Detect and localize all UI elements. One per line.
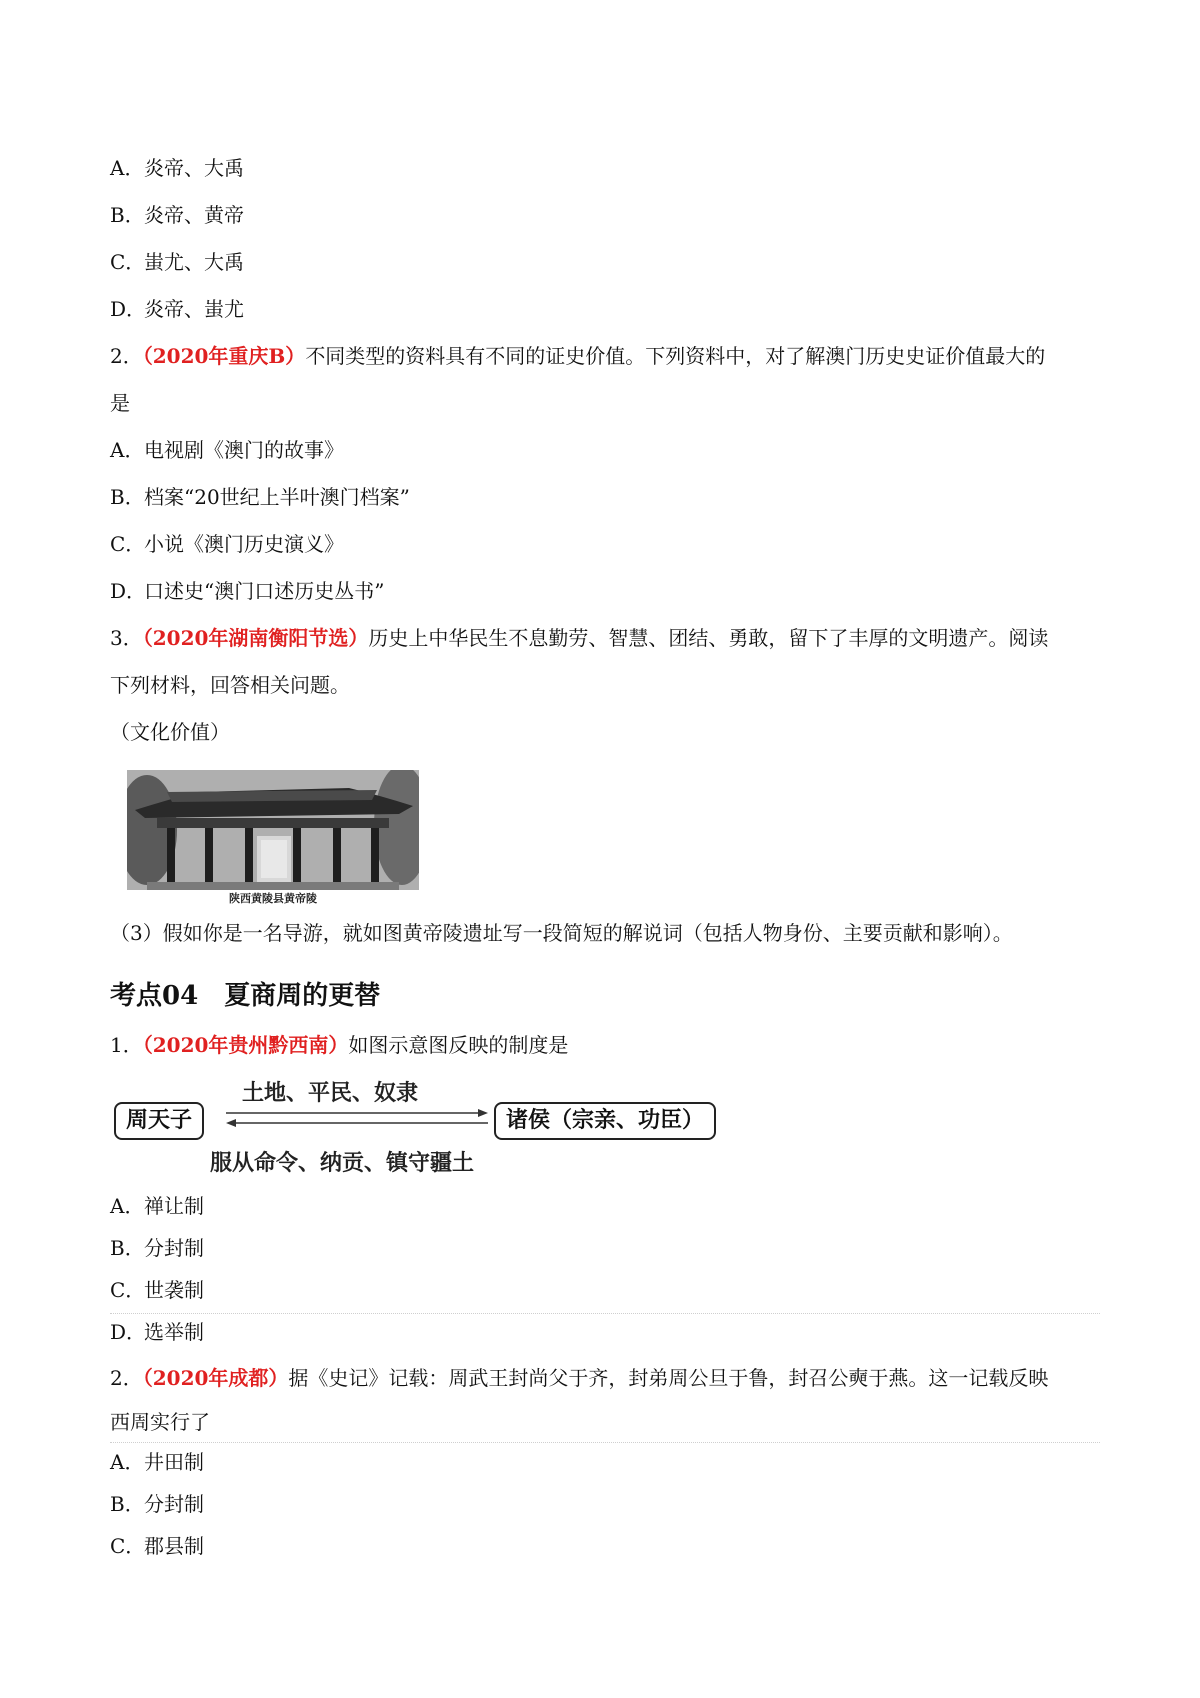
question-2-stem-cont: 是	[110, 391, 130, 415]
divider	[110, 1442, 1100, 1443]
question-3-stem: 3．（2020年湖南衡阳节选）历史上中华民生不息勤劳、智慧、团结、勇敢，留下了丰厚的文明遗产。阅读	[110, 626, 1049, 650]
question-3-stem-cont: 下列材料，回答相关问题。	[110, 673, 350, 697]
question-2-stem: 2．（2020年重庆B）不同类型的资料具有不同的证史价值。下列资料中，对了解澳门历史史证价值最大的	[110, 344, 1046, 368]
section-heading: 考点04 夏商周的更替	[110, 981, 381, 1011]
diagram-left-box: 周天子	[114, 1102, 204, 1140]
fief-system-diagram	[112, 1070, 712, 1180]
question-source: （2020年湖南衡阳节选）	[142, 626, 369, 650]
question-source: （2020年贵州黔西南）	[142, 1033, 349, 1057]
divider	[110, 1313, 1100, 1314]
option-c: C．世袭制	[110, 1278, 204, 1302]
option-a: A．禅让制	[110, 1194, 204, 1218]
photo-caption: 陕西黄陵县黄帝陵	[229, 892, 317, 905]
section-label: （文化价值）	[110, 720, 230, 744]
option-d: D．选举制	[110, 1320, 204, 1344]
question-1-stem: 1．（2020年贵州黔西南）如图示意图反映的制度是	[110, 1033, 569, 1057]
option-c: C．郡县制	[110, 1534, 204, 1558]
diagram-right-box: 诸侯（宗亲、功臣）	[494, 1102, 716, 1140]
option-c: C．蚩尤、大禹	[110, 250, 244, 274]
diagram-top-label: 土地、平民、奴隶	[242, 1081, 419, 1106]
pavilion-image	[127, 770, 419, 890]
option-b: B．分封制	[110, 1236, 204, 1260]
sub-question-3: （3）假如你是一名导游，就如图黄帝陵遗址写一段简短的解说词（包括人物身份、主要贡献和影响）。	[110, 921, 1013, 945]
option-b: B．档案“20世纪上半叶澳门档案”	[110, 485, 410, 509]
option-b: B．分封制	[110, 1492, 204, 1516]
question-source: （2020年重庆B）	[142, 344, 306, 368]
huangdi-mausoleum-photo	[127, 770, 419, 906]
diagram-bottom-label: 服从命令、纳贡、镇守疆土	[210, 1151, 475, 1176]
question-2-stem-cont: 西周实行了	[110, 1410, 210, 1434]
option-b: B．炎帝、黄帝	[110, 203, 244, 227]
question-2-stem: 2．（2020年成都）据《史记》记载：周武王封尚父于齐，封弟周公旦于鲁，封召公奭于燕。这一记载反映	[110, 1366, 1049, 1390]
question-source: （2020年成都）	[142, 1366, 289, 1390]
option-a: A．电视剧《澳门的故事》	[110, 438, 344, 462]
option-d: D．口述史“澳门口述历史丛书”	[110, 579, 385, 603]
option-a: A．炎帝、大禹	[110, 156, 244, 180]
option-c: C．小说《澳门历史演义》	[110, 532, 344, 556]
option-d: D．炎帝、蚩尤	[110, 297, 244, 321]
option-a: A．井田制	[110, 1450, 204, 1474]
diagram-arrows	[222, 1108, 492, 1128]
